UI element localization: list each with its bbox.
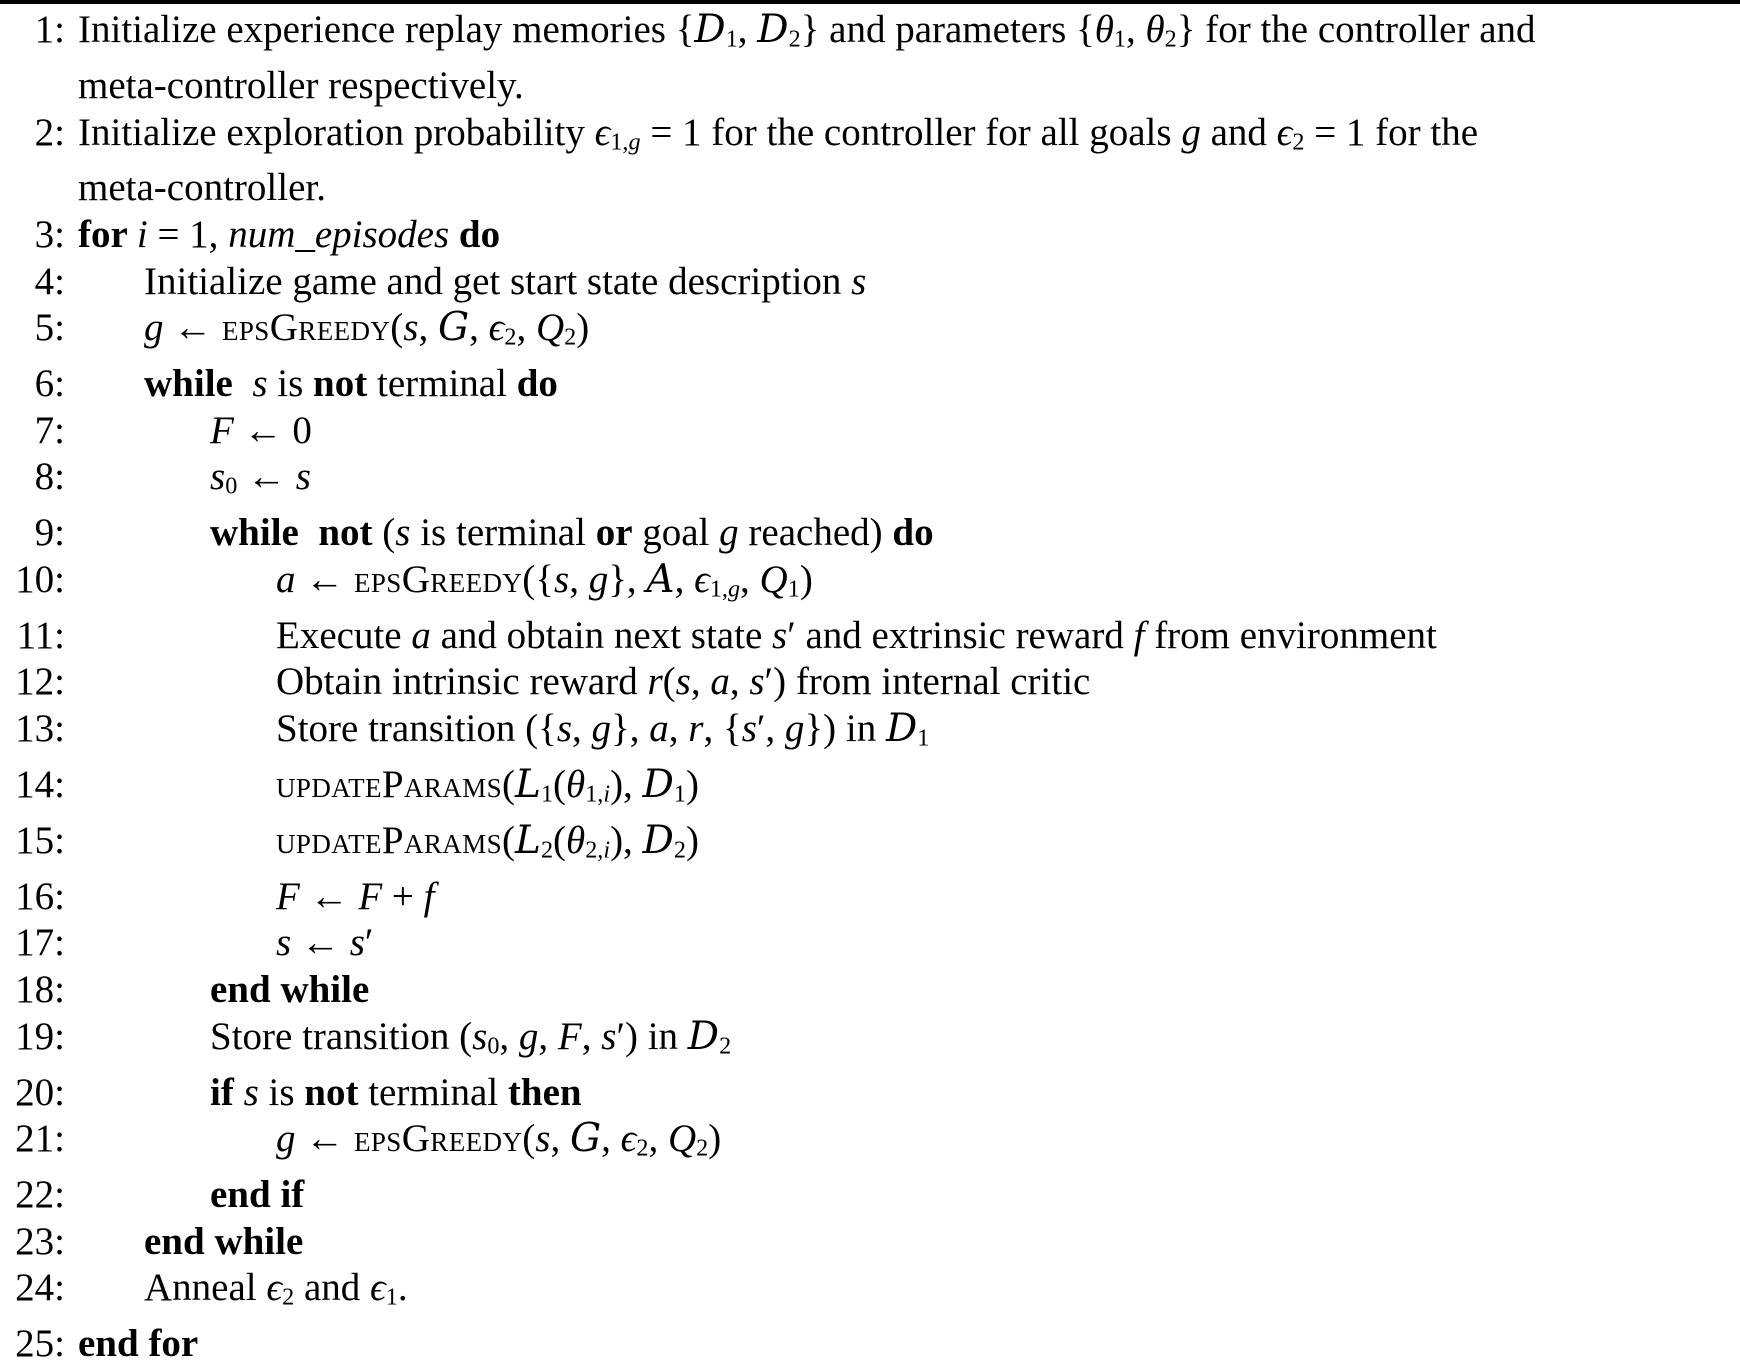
algorithm-line-7	[0, 305, 1740, 361]
text-segment: a	[710, 660, 730, 704]
text-segment: F	[210, 408, 234, 452]
text-segment: θ	[566, 818, 586, 862]
text-segment: )	[799, 557, 813, 601]
text-segment: Initialize exploration probability	[78, 110, 595, 154]
line-number: 7:	[34, 408, 65, 452]
algorithm-line-17	[0, 818, 1740, 874]
text-segment: Store transition ({	[276, 707, 557, 751]
algorithm-line-3	[0, 110, 1740, 166]
line-number	[0, 165, 65, 212]
text-segment: ,	[740, 557, 760, 601]
text-segment: s	[243, 1070, 259, 1114]
line-content	[65, 7, 1536, 63]
text-segment: ({	[522, 557, 554, 601]
text-segment: ,	[581, 1014, 602, 1058]
text-segment: not	[313, 362, 368, 406]
algorithm-line-18	[0, 874, 1740, 921]
algorithm-line-11	[0, 510, 1740, 557]
text-segment: ,	[737, 8, 758, 51]
text-segment: .	[397, 1266, 408, 1310]
text-segment: = 1 for the	[1304, 110, 1479, 154]
text-segment: s	[601, 1014, 617, 1058]
text-segment: s	[252, 362, 268, 406]
text-segment: ϵ	[370, 1266, 386, 1310]
line-content	[65, 1070, 582, 1117]
line-number: 9:	[34, 511, 65, 555]
text-segment: θ	[566, 762, 586, 806]
text-segment: } and parameters {	[800, 8, 1095, 51]
text-segment: 2	[282, 1283, 295, 1311]
text-segment: epsGreedy	[222, 306, 391, 350]
algorithm-line-14	[0, 659, 1740, 706]
text-segment: end while	[210, 968, 370, 1012]
text-segment: 1,	[709, 575, 728, 603]
text-segment: g	[591, 707, 612, 751]
text-segment: ,	[668, 707, 689, 751]
text-segment: ,	[418, 306, 438, 350]
text-segment: , {	[703, 707, 742, 751]
text-segment: Q	[535, 306, 565, 350]
text-segment: Obtain intrinsic reward	[276, 660, 648, 704]
text-segment: num_episodes	[228, 213, 450, 257]
algorithm-pseudocode	[0, 4, 1740, 1368]
line-content	[65, 259, 866, 306]
text-segment: +	[382, 874, 424, 918]
text-segment: ,	[550, 1117, 570, 1161]
line-number: 21:	[15, 1117, 65, 1161]
algorithm-line-8	[0, 361, 1740, 408]
text-segment: end if	[210, 1173, 305, 1217]
text-segment: ← 0	[233, 408, 312, 452]
text-segment: a	[649, 707, 669, 751]
line-content	[65, 706, 929, 762]
text-segment: ϵ	[266, 1266, 283, 1310]
text-segment: s	[535, 1117, 551, 1161]
algorithm-line-20	[0, 967, 1740, 1014]
text-segment: θ	[1145, 8, 1165, 51]
algorithm-line-12	[0, 557, 1740, 613]
algorithm-line-23	[0, 1116, 1740, 1172]
text-segment: = 1,	[147, 213, 229, 257]
text-segment: ,	[674, 557, 695, 601]
text-segment: r	[647, 660, 663, 704]
algorithm-line-5	[0, 212, 1740, 259]
text-segment: 2	[1292, 127, 1305, 155]
text-segment: ,	[601, 1117, 621, 1161]
text-segment: s	[772, 613, 788, 657]
text-segment: G	[437, 305, 470, 351]
line-number	[0, 63, 65, 110]
line-content	[65, 408, 312, 455]
line-number: 6:	[34, 362, 65, 406]
algorithm-line-22	[0, 1070, 1740, 1117]
text-segment: ,	[1126, 8, 1146, 51]
text-segment: D	[687, 1013, 720, 1059]
text-segment: ),	[610, 818, 643, 862]
text-segment: ′) in	[616, 1014, 688, 1058]
line-content	[65, 874, 435, 921]
text-segment: Q	[667, 1117, 697, 1161]
text-segment: Anneal	[144, 1266, 267, 1310]
text-segment: 2	[540, 836, 554, 864]
line-number: 14:	[15, 762, 65, 806]
text-segment: or	[595, 511, 633, 555]
text-segment: 1	[725, 25, 738, 53]
text-segment: if	[210, 1070, 244, 1114]
text-segment	[449, 213, 459, 256]
text-segment: Initialize game and get start state description	[144, 259, 852, 303]
text-segment: ),	[610, 762, 643, 806]
line-number: 3:	[34, 213, 65, 257]
algorithm-line-13	[0, 613, 1740, 660]
text-segment: g	[588, 557, 609, 601]
line-number: 20:	[15, 1070, 65, 1114]
text-segment: ϵ	[620, 1117, 637, 1161]
line-number: 25:	[15, 1322, 65, 1366]
line-content	[65, 818, 699, 874]
line-number: 5:	[34, 306, 65, 350]
text-segment: and obtain next state	[430, 613, 772, 657]
line-number: 16:	[15, 874, 65, 918]
line-content	[65, 1116, 721, 1172]
text-segment: A	[646, 556, 675, 602]
text-segment: then	[507, 1070, 582, 1114]
text-segment: 2	[564, 323, 577, 351]
text-segment: epsGreedy	[354, 1117, 523, 1161]
text-segment: D	[885, 706, 918, 752]
line-content	[65, 510, 934, 557]
line-number: 23:	[15, 1219, 65, 1263]
text-segment: s	[295, 455, 311, 499]
text-segment: s	[851, 259, 867, 303]
text-segment: meta-controller.	[78, 166, 326, 210]
line-content	[65, 659, 1090, 706]
text-segment: updateParams	[276, 762, 503, 806]
text-segment: (	[372, 511, 396, 555]
algorithm-line-15	[0, 706, 1740, 762]
text-segment: g	[144, 306, 164, 350]
text-segment: g	[518, 1014, 539, 1058]
text-segment: for	[78, 213, 137, 257]
text-segment: (	[502, 818, 516, 862]
algorithm-line-6	[0, 259, 1740, 306]
text-segment: s	[554, 557, 570, 601]
text-segment: end while	[144, 1219, 304, 1263]
line-content	[65, 165, 326, 212]
text-segment	[299, 511, 319, 554]
text-segment: while	[144, 362, 233, 406]
text-segment: s	[276, 921, 292, 965]
line-content	[65, 762, 699, 818]
algorithm-line-16	[0, 762, 1740, 818]
text-segment: 1,	[585, 780, 604, 808]
line-number: 4:	[34, 259, 65, 303]
algorithm-line-21	[0, 1014, 1740, 1070]
text-segment: g	[784, 707, 805, 751]
text-segment: g	[727, 575, 741, 603]
text-segment: s	[403, 306, 419, 350]
text-segment: from environment	[1144, 613, 1437, 657]
text-segment: D	[642, 761, 674, 807]
text-segment: Q	[759, 557, 788, 601]
text-segment: ,	[648, 1117, 668, 1161]
text-segment: )	[685, 818, 699, 862]
text-segment: s	[675, 660, 691, 704]
text-segment: 1	[787, 575, 800, 603]
text-segment: s	[349, 921, 365, 965]
line-content	[65, 305, 589, 361]
text-segment: ,	[516, 306, 536, 350]
text-segment: while	[210, 511, 299, 555]
line-content	[65, 1265, 408, 1321]
text-segment: )	[685, 762, 699, 806]
text-segment: L	[515, 761, 541, 807]
line-number: 24:	[15, 1266, 65, 1310]
text-segment: r	[688, 707, 704, 751]
text-segment: ,	[499, 1014, 519, 1058]
text-segment: g	[276, 1117, 296, 1161]
text-segment: do	[516, 362, 558, 406]
line-number: 1:	[34, 8, 65, 51]
text-segment: meta-controller respectively.	[78, 63, 524, 107]
text-segment: epsGreedy	[354, 557, 523, 601]
text-segment: i	[136, 213, 148, 257]
text-segment: f	[423, 874, 435, 918]
text-segment: reached)	[738, 511, 893, 555]
text-segment: ϵ	[488, 306, 505, 350]
text-segment: Execute	[276, 613, 412, 657]
text-segment: a	[276, 557, 296, 601]
text-segment: and	[294, 1266, 370, 1310]
text-segment: is	[258, 1070, 305, 1114]
text-segment: s	[749, 660, 765, 704]
text-segment: ←	[299, 874, 359, 918]
text-segment: updateParams	[276, 818, 503, 862]
algorithm-line-1	[0, 7, 1740, 63]
line-number: 18:	[15, 968, 65, 1012]
text-segment: 2	[1164, 25, 1177, 53]
text-segment: Initialize experience replay memories {	[78, 8, 695, 51]
text-segment: ←	[291, 921, 350, 965]
text-segment: ,	[469, 306, 489, 350]
text-segment: F	[557, 1014, 582, 1058]
text-segment: s	[395, 511, 411, 555]
line-number: 19:	[15, 1014, 65, 1058]
text-segment: 0	[487, 1031, 500, 1059]
text-segment: (	[522, 1117, 536, 1161]
text-segment: g	[628, 127, 641, 155]
line-number: 12:	[15, 660, 65, 704]
text-segment: end for	[78, 1322, 199, 1366]
text-segment: ϵ	[594, 110, 611, 154]
text-segment	[233, 362, 253, 405]
text-segment: 1	[917, 724, 930, 752]
line-content	[65, 1172, 304, 1219]
line-content	[65, 1219, 303, 1266]
text-segment: F	[358, 874, 383, 918]
text-segment: 1	[540, 780, 554, 808]
text-segment: )	[708, 1117, 722, 1161]
text-segment: } for the controller and	[1176, 8, 1536, 51]
text-segment: s	[741, 707, 757, 751]
text-segment: (	[553, 762, 567, 806]
text-segment: a	[411, 613, 431, 657]
line-number: 2:	[34, 110, 65, 154]
text-segment: 1	[385, 1283, 398, 1311]
text-segment: ′) from internal critic	[764, 660, 1091, 704]
text-segment: not	[304, 1070, 359, 1114]
text-segment: Store transition (	[210, 1014, 473, 1058]
text-segment: f	[1133, 613, 1145, 657]
line-content	[65, 1321, 198, 1368]
text-segment: 2	[788, 25, 801, 53]
line-number: 8:	[34, 455, 65, 499]
text-segment: ,	[538, 1014, 558, 1058]
text-segment: (	[553, 818, 567, 862]
line-content	[65, 63, 524, 110]
text-segment: ,	[690, 660, 711, 704]
text-segment: do	[458, 213, 501, 257]
text-segment: do	[892, 511, 934, 555]
algorithm-line-2	[0, 63, 1740, 110]
text-segment: )	[576, 306, 590, 350]
algorithm-line-25	[0, 1219, 1740, 1266]
text-segment: ′	[364, 921, 374, 965]
text-segment: goal	[632, 511, 720, 555]
text-segment: 2	[636, 1134, 649, 1162]
algorithm-line-19	[0, 920, 1740, 967]
algorithm-line-10	[0, 454, 1740, 510]
text-segment: ϵ	[1276, 110, 1293, 154]
algorithm-line-24	[0, 1172, 1740, 1219]
line-number: 11:	[16, 613, 65, 657]
text-segment: (	[662, 660, 676, 704]
text-segment: 1,	[610, 127, 629, 155]
text-segment: is terminal	[410, 511, 596, 555]
text-segment: g	[1181, 110, 1201, 154]
text-segment: s	[472, 1014, 488, 1058]
line-content	[65, 1014, 731, 1070]
text-segment: terminal	[367, 362, 517, 406]
text-segment: 0	[225, 472, 238, 500]
text-segment: s	[210, 455, 226, 499]
text-segment: not	[318, 511, 373, 555]
algorithm-line-9	[0, 408, 1740, 455]
line-content	[65, 967, 369, 1014]
text-segment: D	[694, 7, 726, 52]
line-content	[65, 920, 373, 967]
text-segment: θ	[1094, 8, 1114, 51]
text-segment: i	[603, 780, 611, 808]
text-segment: (	[502, 762, 516, 806]
text-segment: 2	[673, 836, 686, 864]
line-content	[65, 361, 558, 408]
text-segment: }) in	[804, 707, 886, 751]
text-segment: terminal	[358, 1070, 508, 1114]
text-segment: D	[757, 7, 789, 52]
line-content	[65, 454, 311, 510]
text-segment: g	[719, 511, 739, 555]
algorithm-line-26	[0, 1265, 1740, 1321]
text-segment: 1	[673, 780, 686, 808]
text-segment: and	[1200, 110, 1277, 154]
line-number: 10:	[15, 557, 65, 601]
text-segment: is	[267, 362, 314, 406]
text-segment: ′ and extrinsic reward	[787, 613, 1134, 657]
text-segment: ←	[295, 1117, 354, 1161]
text-segment: 2	[719, 1031, 732, 1059]
text-segment: },	[608, 557, 647, 601]
text-segment: 1	[1113, 25, 1126, 53]
line-number: 22:	[15, 1173, 65, 1217]
text-segment: D	[642, 817, 674, 863]
line-number: 17:	[15, 921, 65, 965]
text-segment: 2,	[585, 836, 604, 864]
text-segment: i	[603, 836, 611, 864]
algorithm-line-27	[0, 1321, 1740, 1368]
text-segment: ,	[572, 707, 592, 751]
text-segment: ,	[729, 660, 750, 704]
text-segment: ϵ	[694, 557, 710, 601]
text-segment: ′,	[756, 707, 785, 751]
text-segment: 2	[504, 323, 517, 351]
line-number: 13:	[15, 707, 65, 751]
text-segment: },	[611, 707, 650, 751]
line-content	[65, 557, 813, 613]
algorithm-line-4	[0, 165, 1740, 212]
line-content	[65, 212, 500, 259]
line-number: 15:	[15, 818, 65, 862]
line-content	[65, 110, 1478, 166]
text-segment: = 1 for the controller for all goals	[640, 110, 1182, 154]
line-content	[65, 613, 1437, 660]
text-segment: ,	[569, 557, 589, 601]
text-segment: ←	[295, 557, 354, 601]
text-segment: (	[390, 306, 404, 350]
text-segment: ←	[237, 455, 296, 499]
text-segment: F	[276, 874, 300, 918]
text-segment: ←	[163, 306, 222, 350]
text-segment: L	[515, 817, 541, 863]
text-segment: 2	[696, 1134, 709, 1162]
text-segment: G	[569, 1116, 602, 1162]
text-segment: s	[556, 707, 573, 751]
